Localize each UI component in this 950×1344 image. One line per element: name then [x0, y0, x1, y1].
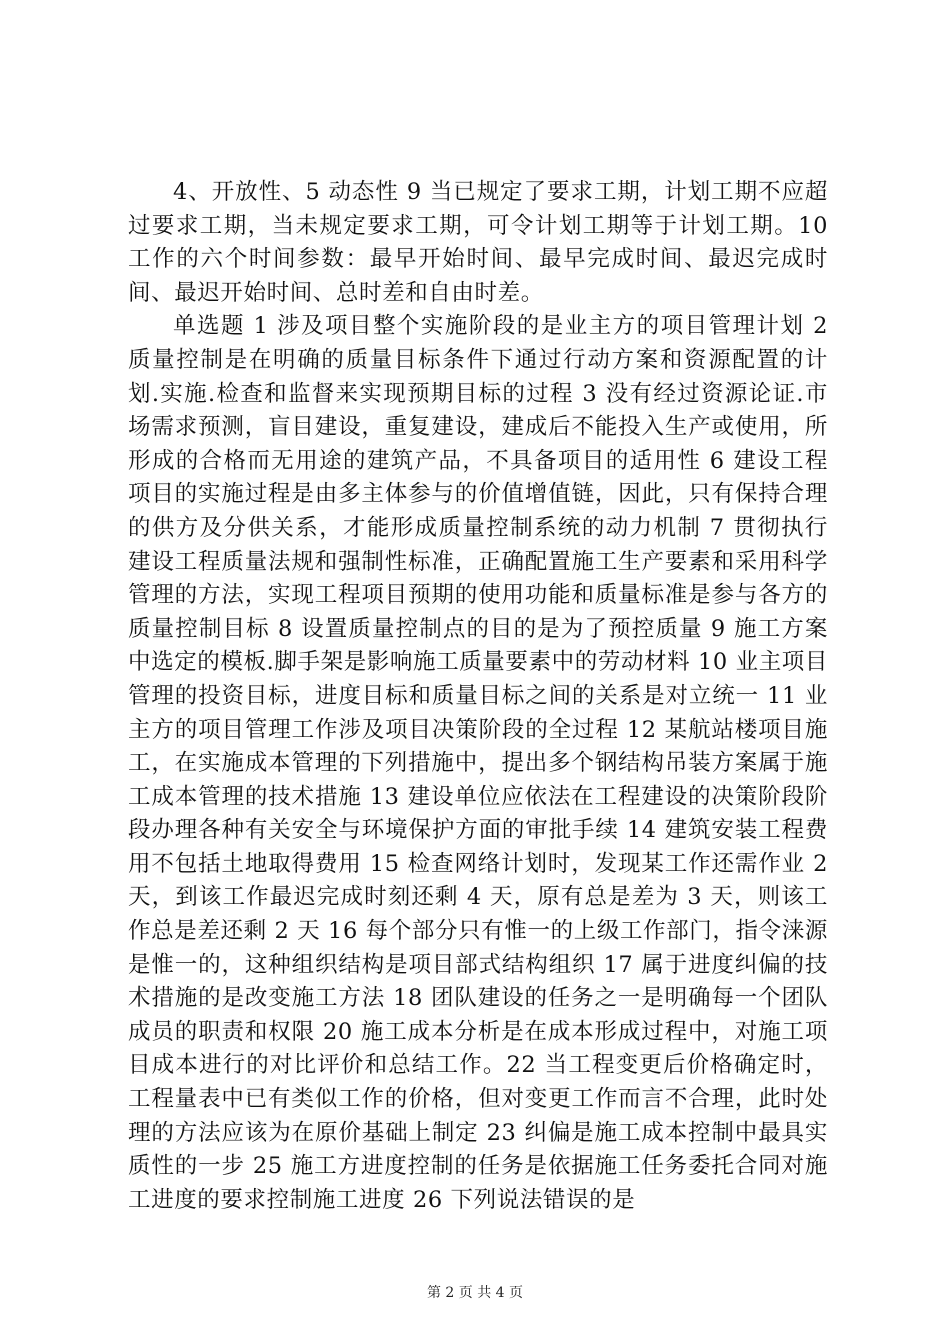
paragraph: 4、开放性、5 动态性 9 当已规定了要求工期，计划工期不应超过要求工期，当未规定要求工期，可令计划工期等于计划工期。10 工作的六个时间参数：最早开始时间、最早完成时间、最迟完成时间、最迟开始时间、总时差和自由时差。 [128, 179, 828, 306]
paragraph: 单选题 1 涉及项目整个实施阶段的是业主方的项目管理计划 2 质量控制是在明确的质量目标条件下通过行动方案和资源配置的计划.实施.检查和监督来实现预期目标的过程 3 没有经过资源论证.市场需求预测，盲目建设，重复建设，建成后不能投入生产或使用，所形成的合格而无用途的建筑产品，不具备项目的适用性 6 建设工程项目的实施过程是由多主体参与的价值增值链，因此，只有保持合理的供方及分供关系，才能形成质量控制系统的动力机制 7 贯彻执行建设工程质量法规和强制性标准，正确配置施工生产要素和采用科学管理的方法，实现工程项目预期的使用功能和质量标准是参与各方的质量控制目标 8 设置质量控制点的目的是为了预控质量 9 施工方案中选定的模板.脚手架是影响施工质量要素中的劳动材料 10 业主项目管理的投资目标，进度目标和质量目标之间的关系是对立统一 11 业主方的项目管理工作涉及项目决策阶段的全过程 12 某航站楼项目施工，在实施成本管理的下列措施中，提出多个钢结构吊装方案属于施工成本管理的技术措施 13 建设单位应依法在工程建设的决策阶段阶段办理各种有关安全与环境保护方面的审批手续 14 建筑安装工程费用不包括土地取得费用 15 检查网络计划时，发现某工作还需作业 2 天，到该工作最迟完成时刻还剩 4 天，原有总是差为 3 天，则该工作总是差还剩 2 天 16 每个部分只有惟一的上级工作部门，指令涞源是惟一的，这种组织结构是项目部式结构组织 17 属于进度纠偏的技术措施的是改变施工方法 18 团队建设的任务之一是明确每一个团队成员的职责和权限 20 施工成本分析是在成本形成过程中，对施工项目成本进行的对比评价和总结工作。22 当工程变更后价格确定时，工程量表中已有类似工作的价格，但对变更工作而言不合理，此时处理的方法应该为在原价基础上制定 23 纠偏是施工成本控制中最具实质性的一步 25 施工方进度控制的任务是依据施工任务委托合同对施工进度的要求控制施工进度 26 下列说法错误的是 [128, 313, 828, 1213]
document-body [128, 176, 828, 1217]
page-number-footer: 第 2 页 共 4 页 [426, 1285, 524, 1301]
